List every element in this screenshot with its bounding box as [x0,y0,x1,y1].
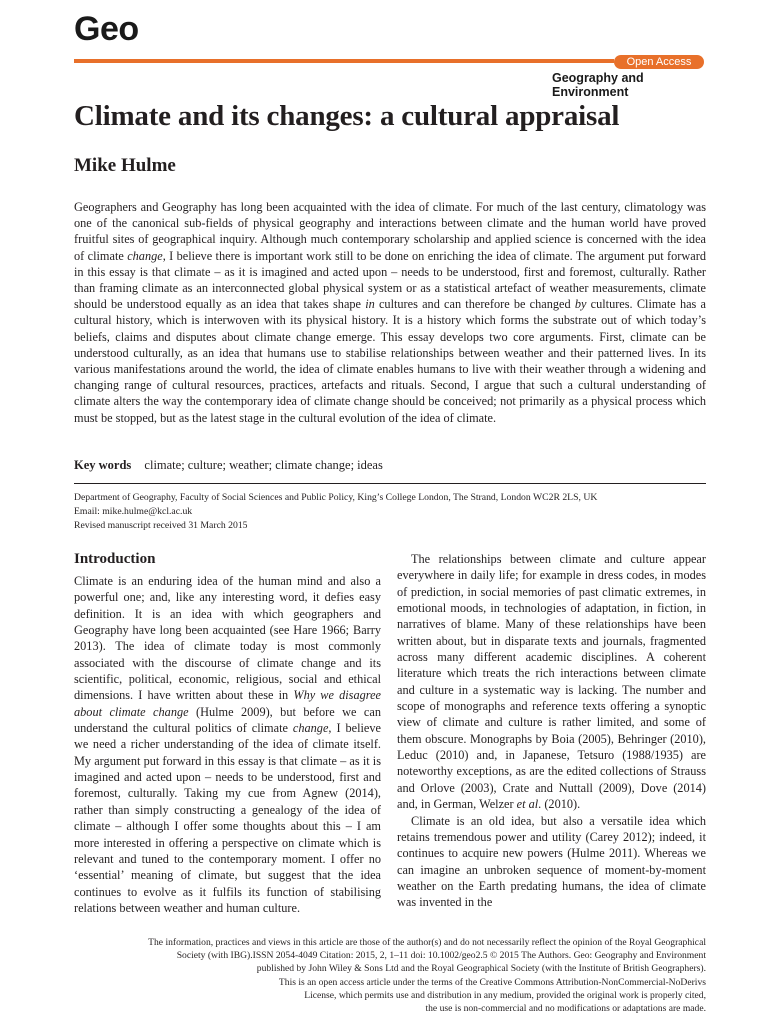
divider-rule [74,483,706,484]
footer-line: Society (with IBG).ISSN 2054-4049 Citation: 2015, 2, 1–11 doi: 10.1002/geo2.5 © 2015 The Authors. Geo: Geography and Environment [176,950,706,962]
footer-line: published by John Wiley & Sons Ltd and the Royal Geographical Society (with the Institute of British Geographers). [256,963,706,975]
body-column-left [74,551,381,916]
body-column-right [397,551,706,911]
author-name: Mike Hulme [74,155,176,176]
journal-subtitle [552,71,712,99]
affiliation [74,491,706,533]
affiliation-revised: Revised manuscript received 31 March 2015 [74,520,248,531]
body-paragraph: Climate is an old idea, but also a versatile idea which retains tremendous power and utility (Carey 2012); indeed, it continues to acquire new powers (Hulme 2011). Whereas we can imagine an unbroken sequence of moment-by-moment weather on the Earth predating humans, the idea of climate was invented in the [397,813,706,910]
footer-line: This is an open access article under the terms of the Creative Commons Attribution-NonCommercial-NoDerivs [278,976,706,988]
open-access-badge: Open Access [614,55,704,69]
keywords-label: Key words [74,458,132,472]
abstract [74,199,706,426]
abstract-paragraph: Geographers and Geography has long been acquainted with the idea of climate. For much of the last century, climatology was one of the canonical sub-fields of physical geography and interactions between climate and the human world have proved fruitful sites of geographical inquiry. Although much contemporary scholarship and applied science is concerned with the idea of climate change, I believe there is important work still to be done on enriching the idea of climate. The argument put forward in this essay is that climate – as it is imagined and acted upon – needs to be understood, first and foremost, culturally. Rather than framing climate as an interconnected global physical system or as a statistical artefact of weather measurements, climate should be understood equally as an idea that takes shape in cultures and can therefore be changed by cultures. Climate has a cultural history, which is interwoven with its physical history. It is a history which forms the substrate out of which today’s beliefs, claims and disputes about climate change emerge. This essay develops two core arguments. First, climate can be understood culturally, as an idea that humans use to stabilise relationships between weather and their patterned lives. In its various manifestations around the world, the idea of climate enables humans to live with their weather through a widening and changing range of cultural resources, practices, artefacts and rituals. Second, I argue that such a cultural understanding of climate alters the way the contemporary idea of climate change should be conceived; not primarily as a physical process which must be stopped, but as the latest stage in the cultural evolution of the idea of climate. [74,200,706,425]
article-title: Climate and its changes: a cultural appraisal [74,100,620,132]
header-rule [74,59,614,63]
affiliation-email: Email: mike.hulme@kcl.ac.uk [74,506,193,517]
footer-line: The information, practices and views in this article are those of the author(s) and do not necessarily reflect the opinion of the Royal Geographical [148,937,706,948]
footer-line: License, which permits use and distribution in any medium, provided the original work is properly cited, [304,989,706,1001]
keywords-list: climate; culture; weather; climate change; ideas [144,458,383,472]
section-heading-introduction: Introduction [74,551,156,567]
footer-license [74,936,706,1015]
body-paragraph: Climate is an enduring idea of the human mind and also a powerful one; and, like any interesting word, it defies easy definition. It is an idea with which geographers and Geography have long been acquainted (see Hare 1966; Barry 2013). The idea of climate today is most commonly associated with the discourse of climate change and its scientific, political, economic, religious, social and ethical dimensions. I have written about these in Why we disagree about climate change (Hulme 2009), but before we can understand the cultural politics of climate change, I believe we need a richer understanding of the idea of climate itself. My argument put forward in this essay is that climate – as it is imagined and acted upon – needs to be understood, first and foremost, culturally. Taking my cue from Agnew (2014), rather than simply constructing a genealogy of the idea of climate – although I offer some thoughts about this – I am more interested in offering a perspective on climate which is relevant and tuned to the contemporary moment. I offer no ‘essential’ meaning of climate, but suggest that the idea continues to evolve as it fulfils its function of stabilising relations between weather and human culture. [74,574,382,915]
journal-subtitle-line1: Geography and [552,71,644,85]
keywords [74,458,383,473]
journal-subtitle-line2: Environment [552,85,629,99]
affiliation-department: Department of Geography, Faculty of Social Sciences and Public Policy, King’s College London, The Strand, London WC2R 2LS, UK [74,492,598,503]
footer-line: the use is non-commercial and no modifications or adaptations are made. [425,1003,706,1015]
journal-name: Geo [74,10,139,48]
body-paragraph: The relationships between climate and culture appear everywhere in daily life; for example in dress codes, in modes of prediction, in social memories of past climatic extremes, in emotional moods, in technologies of adaptation, in fiction, in narratives of blame. Many of these relationships have been written about, but in disparate texts and journals, fragmented across many different academic disciplines. A coherent literature which treats the rich interactions between climate and culture in a systematic way is lacking. The number and scope of monographs and reference texts offering a synoptic view of climate and culture is rather limited, and some of them obscure. Monographs by Boia (2005), Behringer (2010), Leduc (2010) and, in Japanese, Tetsuro (1988/1935) are noteworthy exceptions, as are the edited collections of Strauss and Orlove (2003), Crate and Nuttall (2009), Dove (2014) and, in German, Welzer et al. (2010). [397,552,706,812]
